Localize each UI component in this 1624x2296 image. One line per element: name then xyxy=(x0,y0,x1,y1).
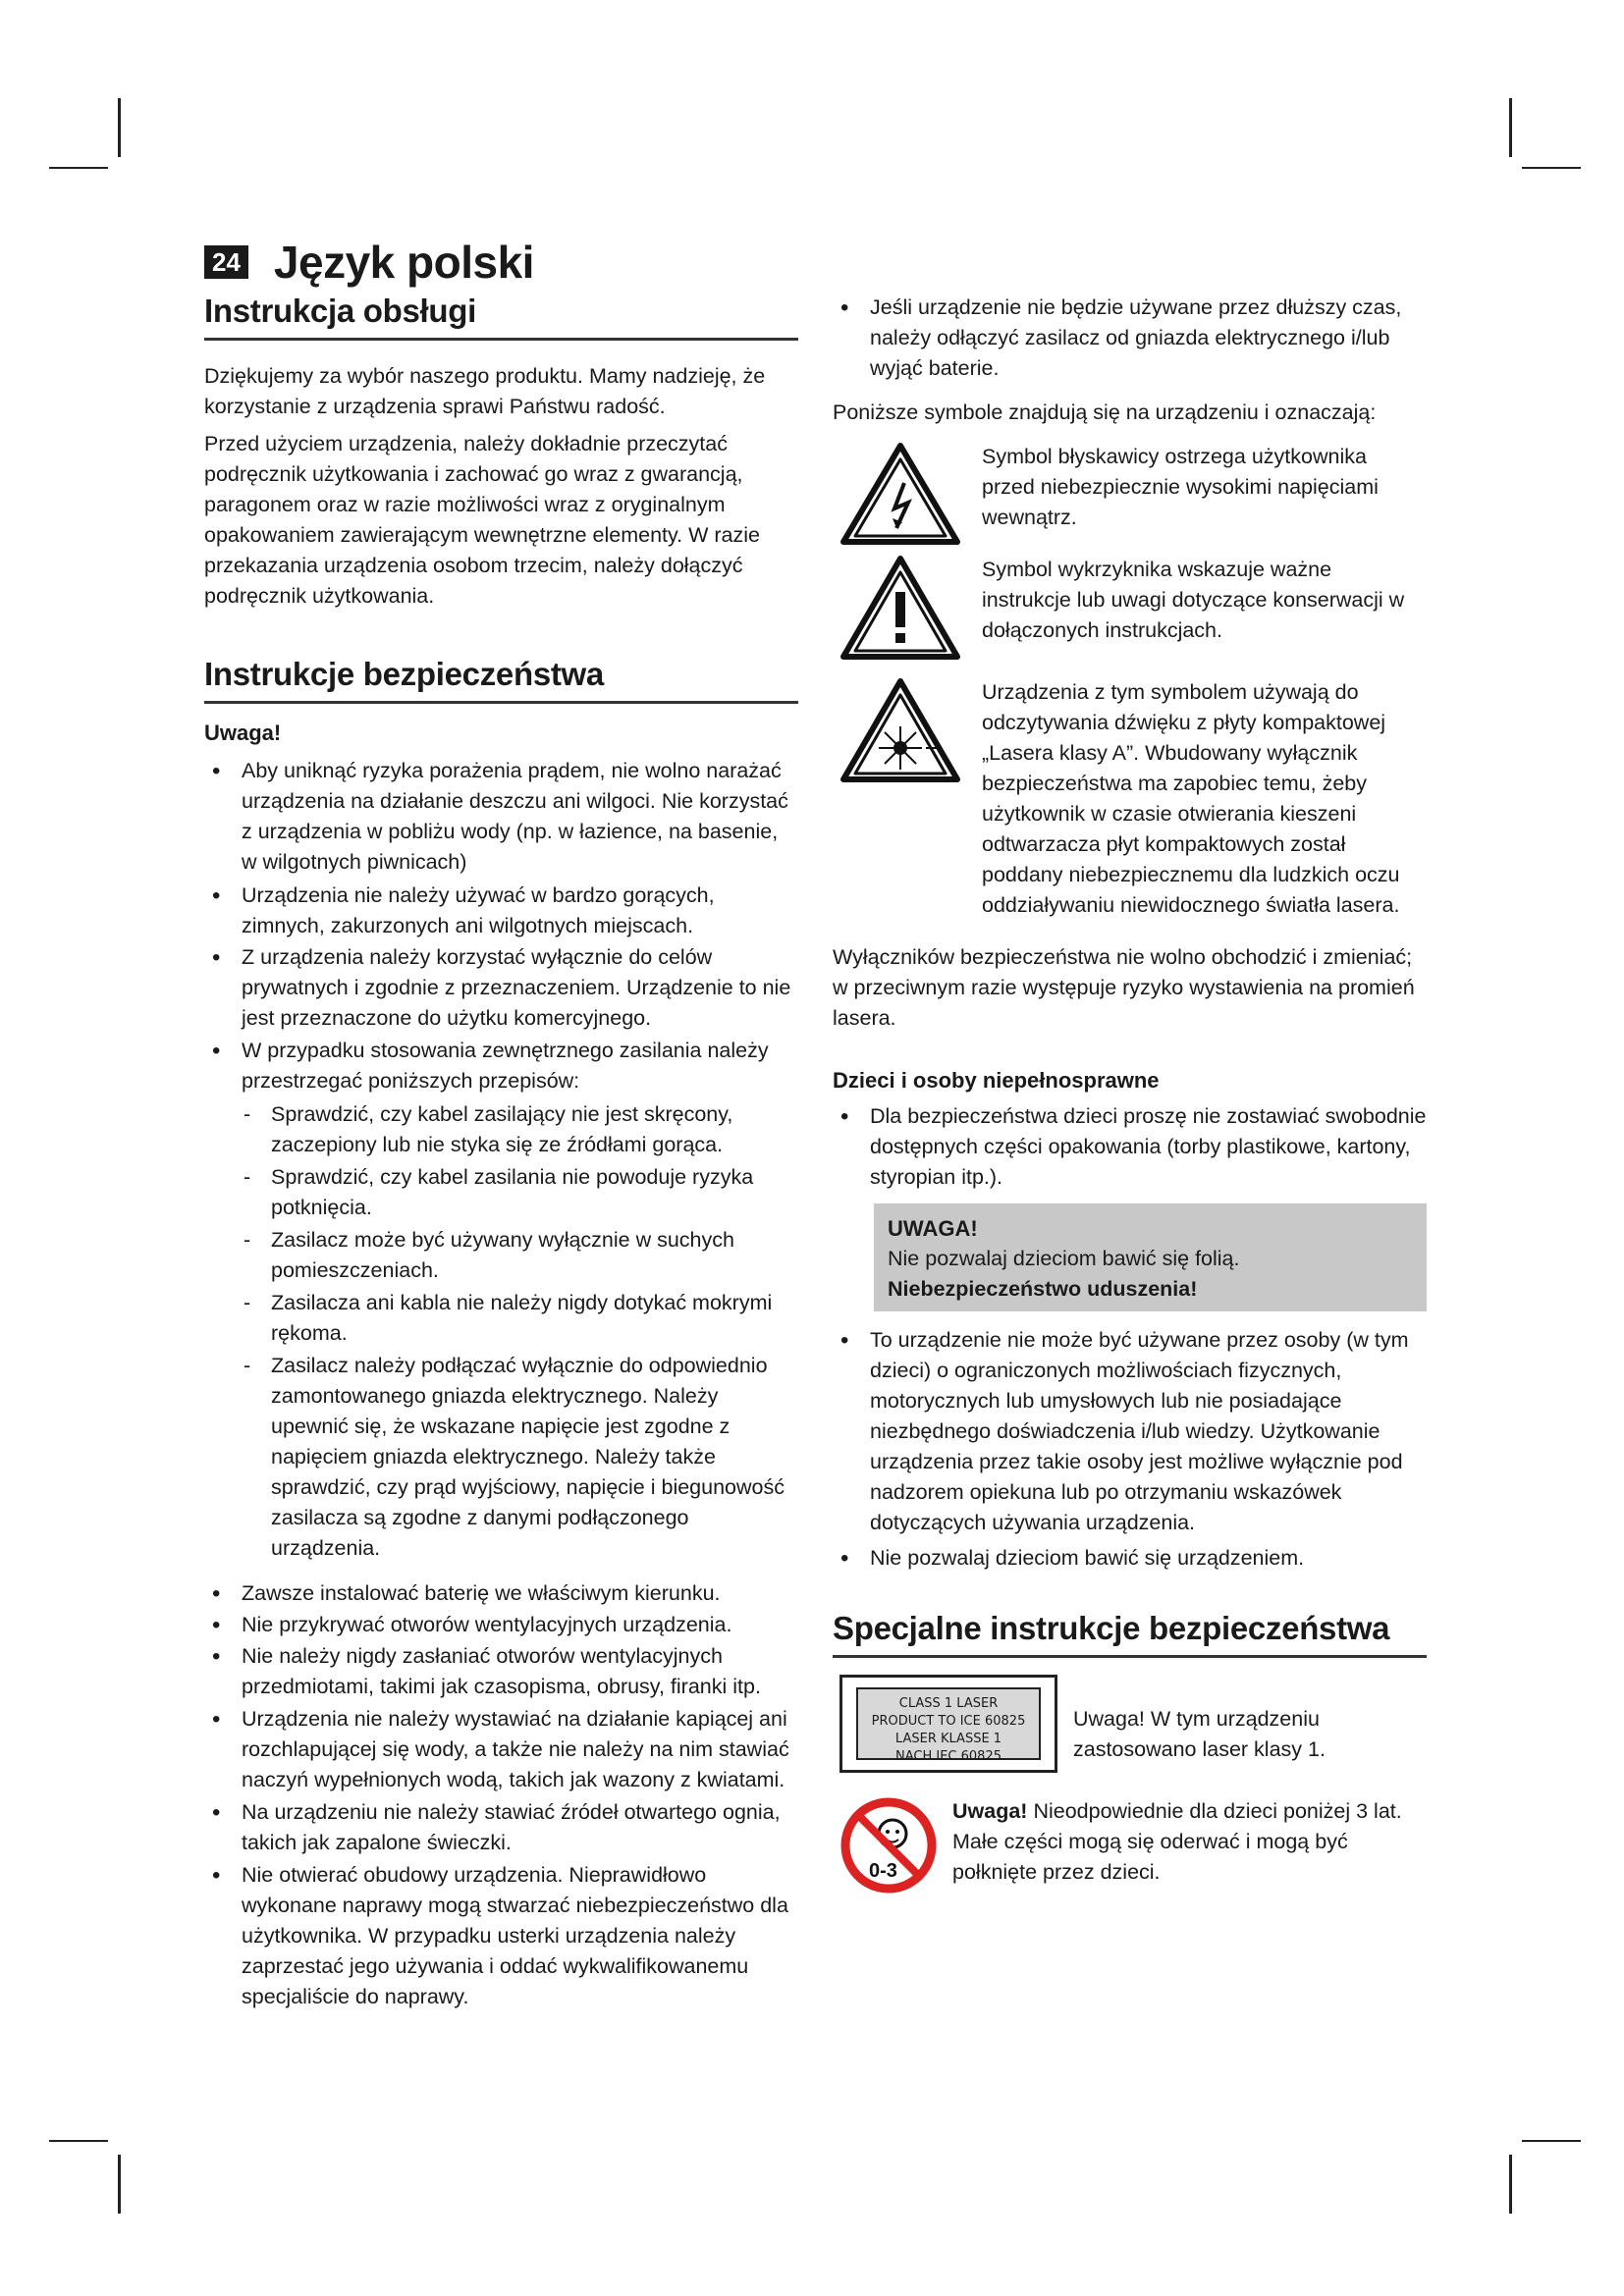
age-warning-normal: Nieodpowiednie dla dzieci poniżej 3 lat. Małe części mogą się oderwać i mogą być połknięte przez dzieci. xyxy=(952,1799,1402,1884)
laser-label-line: LASER KLASSE 1 xyxy=(894,1732,1002,1746)
children-heading: Dzieci i osoby niepełnosprawne xyxy=(833,1068,1160,1093)
laser-label-line: CLASS 1 LASER xyxy=(898,1696,999,1711)
page-number: 24 xyxy=(204,245,248,279)
list-item: • Urządzenia nie należy używać w bardzo gorących, zimnych, zakurzonych ani wilgotnych miejscach. xyxy=(204,881,798,941)
section-heading-special: Specjalne instrukcje bezpieczeństwa xyxy=(833,1610,1427,1658)
symbols-intro: Poniższe symbole znajdują się na urządzeniu i oznaczają: xyxy=(833,400,1377,424)
age-warning-bold: Uwaga! xyxy=(952,1799,1028,1823)
section-heading-instructions: Instrukcja obsługi xyxy=(204,293,798,341)
age-restriction-icon xyxy=(839,1796,938,1895)
list-item: • Aby uniknąć ryzyka porażenia prądem, nie wolno narażać urządzenia na działanie deszczu ani wilgoci. Nie korzystać z urządzenia w pobliżu wody (np. w łazience, na basenie, w wilgotnych piwnicach) xyxy=(204,756,798,878)
sub-list-item: - Zasilacza ani kabla nie należy nigdy dotykać mokrymi rękoma. xyxy=(234,1288,798,1349)
laser-label-line: NACH IEC 60825 xyxy=(895,1749,1001,1764)
warning-box-text xyxy=(888,1244,1413,1305)
symbol-description: Urządzenia z tym symbolem używają do odczytywania dźwięku z płyty kompaktowej „Lasera klasy A”. Wbudowany wyłącznik bezpieczeństwa ma zapobiec temu, żeby użytkownik w czasie otwierania kieszeni odtwarzacza płyt kompaktowych został poddany niebezpiecznemu dla ludzkich oczu oddziaływaniu niewidocznego światła lasera. xyxy=(982,680,1400,917)
laser-note: Uwaga! W tym urządzeniu zastosowano laser klasy 1. xyxy=(1073,1707,1326,1761)
symbol-description: Symbol błyskawicy ostrzega użytkownika przed niebezpiecznie wysokimi napięciami wewnątrz. xyxy=(982,445,1379,529)
laser-class-label-text xyxy=(856,1687,1041,1764)
laser-class-label xyxy=(839,1675,1057,1773)
warning-box-title: UWAGA! xyxy=(888,1216,978,1241)
list-item: • To urządzenie nie może być używane przez osoby (w tym dzieci) o ograniczonych możliwościach fizycznych, motorycznych lub umysłowych lub nie posiadające niezbędnego doświadczenia i/lub wiedzy. Użytkowanie urządzenia przez takie osoby jest możliwe wyłącznie pod nadzorem opiekuna lub po otrzymaniu wskazówek dotyczących używania urządzenia. xyxy=(833,1325,1427,1538)
section-heading-safety: Instrukcje bezpieczeństwa xyxy=(204,656,798,704)
laser-label-line: PRODUCT TO ICE 60825 xyxy=(871,1714,1026,1729)
crop-mark xyxy=(1522,2140,1581,2142)
warning-label: Uwaga! xyxy=(204,721,282,745)
warning-box-normal: Nie pozwalaj dzieciom bawić się folią. xyxy=(888,1247,1240,1270)
crop-mark xyxy=(49,2140,108,2142)
sub-list-item: - Zasilacz należy podłączać wyłącznie do odpowiednio zamontowanego gniazda elektrycznego. Należy upewnić się, że wskazane napięcie jest zgodne z napięciem gniazda elektrycznego. Należy także sprawdzić, czy prąd wyjściowy, napięcie i biegunowość zasilacza są zgodne z danymi podłączonego urządzenia. xyxy=(234,1351,798,1564)
symbol-description: Symbol wykrzyknika wskazuje ważne instrukcje lub uwagi dotyczące konserwacji w dołączonych instrukcjach. xyxy=(982,558,1405,642)
sub-list-item: - Sprawdzić, czy kabel zasilania nie powoduje ryzyka potknięcia. xyxy=(234,1162,798,1223)
crop-mark xyxy=(49,167,108,169)
warning-box xyxy=(874,1203,1427,1311)
list-item: • Zawsze instalować baterię we właściwym kierunku. xyxy=(204,1578,798,1609)
laser-switch-paragraph: Wyłączników bezpieczeństwa nie wolno obchodzić i zmieniać; w przeciwnym razie występuje ryzyko wystawienia na promień lasera. xyxy=(833,945,1415,1030)
laser-warning-icon xyxy=(839,675,962,785)
page-title: Język polski xyxy=(273,237,534,288)
list-item: • Nie należy nigdy zasłaniać otworów wentylacyjnych przedmiotami, takimi jak czasopisma, obrusy, firanki itp. xyxy=(204,1641,798,1702)
crop-mark xyxy=(118,98,121,157)
list-item: • Dla bezpieczeństwa dzieci proszę nie zostawiać swobodnie dostępnych części opakowania (torby plastikowe, kartony, styropian itp.). xyxy=(833,1101,1427,1193)
crop-mark xyxy=(1522,167,1581,169)
intro-paragraph-2: Przed użyciem urządzenia, należy dokładnie przeczytać podręcznik użytkowania i zachować go wraz z gwarancją, paragonem oraz w razie możliwości wraz z oryginalnym opakowaniem zawierającym wewnętrzne elementy. W razie przekazania urządzenia osobom trzecim, należy dołączyć podręcznik użytkowania. xyxy=(204,432,760,608)
exclamation-warning-icon xyxy=(839,553,962,663)
age-badge-text: 0-3 xyxy=(869,1860,897,1882)
sub-list-item: - Zasilacz może być używany wyłącznie w suchych pomieszczeniach. xyxy=(234,1225,798,1286)
list-item: • Nie przykrywać otworów wentylacyjnych urządzenia. xyxy=(204,1610,798,1640)
page-header xyxy=(204,236,534,289)
crop-mark xyxy=(118,2155,121,2214)
list-item: • W przypadku stosowania zewnętrznego zasilania należy przestrzegać poniższych przepisów: xyxy=(204,1036,798,1096)
list-item: • Nie otwierać obudowy urządzenia. Nieprawidłowo wykonane naprawy mogą stwarzać niebezpieczeństwo dla użytkownika. W przypadku usterki urządzenia należy zaprzestać jego używania i oddać wykwalifikowanemu specjaliście do naprawy. xyxy=(204,1860,798,2012)
intro-paragraph: Dziękujemy za wybór naszego produktu. Mamy nadzieję, że korzystanie z urządzenia sprawi Państwu radość. xyxy=(204,364,766,418)
crop-mark xyxy=(1509,98,1512,157)
list-item: • Nie pozwalaj dzieciom bawić się urządzeniem. xyxy=(833,1543,1427,1574)
age-warning-text xyxy=(952,1796,1414,1888)
list-item: • Z urządzenia należy korzystać wyłącznie do celów prywatnych i zgodnie z przeznaczeniem. Urządzenie to nie jest przeznaczone do użytku komercyjnego. xyxy=(204,942,798,1034)
list-item: • Jeśli urządzenie nie będzie używane przez dłuższy czas, należy odłączyć zasilacz od gniazda elektrycznego i/lub wyjąć baterie. xyxy=(833,293,1427,384)
sub-list-item: - Sprawdzić, czy kabel zasilający nie jest skręcony, zaczepiony lub nie styka się ze źródłami gorąca. xyxy=(234,1099,798,1160)
crop-mark xyxy=(1509,2155,1512,2214)
list-item: • Na urządzeniu nie należy stawiać źródeł otwartego ognia, takich jak zapalone świeczki. xyxy=(204,1797,798,1858)
list-item: • Urządzenia nie należy wystawiać na działanie kapiącej ani rozchlapującej się wody, a także nie należy na nim stawiać naczyń wypełnionych wodą, takich jak wazony z kwiatami. xyxy=(204,1704,798,1795)
lightning-warning-icon xyxy=(839,440,962,548)
warning-box-bold: Niebezpieczeństwo uduszenia! xyxy=(888,1277,1198,1301)
